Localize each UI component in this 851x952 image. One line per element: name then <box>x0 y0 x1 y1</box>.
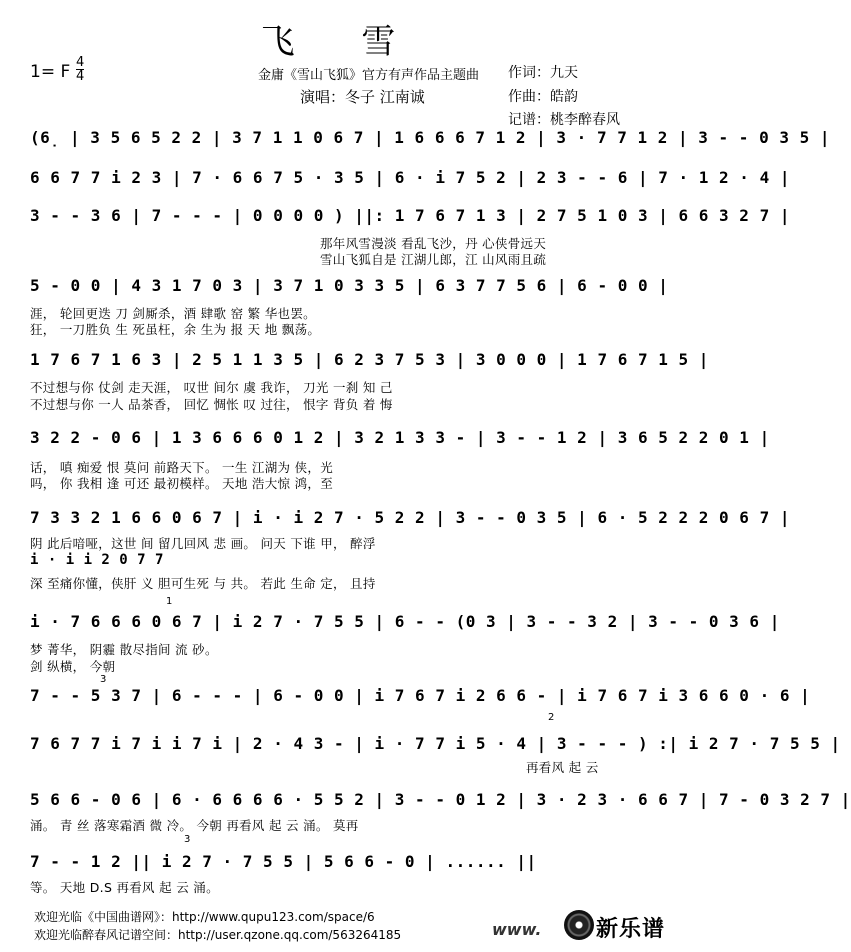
notes-line-6: 3 2 2 - 0 6 | 1 3 6 6 6 0 1 2 | 3 2 1 3 3 - | 3 - - 1 2 | 3 6 5 2 2 0 1 | <box>30 428 770 447</box>
triplet-mark: 3 <box>184 834 191 845</box>
lyric-line: 涌。 青 丝 落寒霜酒 微 冷。 今朝 再看风 起 云 涌。 莫再 <box>30 818 359 833</box>
notes-line-1: (6̣ | 3 5 6 5 2 2 | 3 7 1 1 0 6 7 | 1 6 6 6 7 1 2 | 3 · 7 7 1 2 | 3 - - 0 3 5 | <box>30 128 830 147</box>
meter-top: 4 <box>76 55 85 70</box>
time-signature <box>76 56 84 83</box>
record-disc-icon <box>564 910 594 940</box>
notes-alt-line: i · i i 2 0 7 7 <box>30 552 164 568</box>
notes-line-8: i · 7 6 6 6 0 6 7 | i 2 7 · 7 5 5 | 6 - - (0 3 | 3 - - 3 2 | 3 - - 0 3 6 | <box>30 612 780 631</box>
lyric-line: 等。 天地 D.S 再看风 起 云 涌。 <box>30 880 219 895</box>
site-mark: www. <box>492 920 542 939</box>
notes-line-5: 1 7 6 7 1 6 3 | 2 5 1 1 3 5 | 6 2 3 7 5 3 | 3 0 0 0 | 1 7 6 7 1 5 | <box>30 350 709 369</box>
lyric-line: 深 至痛你懂，侠肝 义 胆可生死 与 共。 若此 生命 定， 且持 <box>30 576 376 591</box>
key-signature: 1= F <box>30 62 71 82</box>
song-title: 飞 雪 <box>260 22 424 62</box>
notes-line-3: 3 - - 3 6 | 7 - - - | 0 0 0 0 ) ||: 1 7 6 7 1 3 | 2 7 5 1 0 3 | 6 6 3 2 7 | <box>30 206 790 225</box>
notes-line-2: 6 6 7 7 i 2 3 | 7 · 6 6 7 5 · 3 5 | 6 · i 7 5 2 | 2 3 - - 6 | 7 · 1 2 · 4 | <box>30 168 790 187</box>
lyric-line: 梦 菁华， 阴霾 散尽指间 流 砂。 <box>30 642 218 657</box>
lyricist: 作词：九天 <box>508 65 578 81</box>
meter-bottom: 4 <box>76 69 85 84</box>
notes-line-9: 7 - - 5 3 7 | 6 - - - | 6 - 0 0 | i 7 6 7 i 2 6 6 - | i 7 6 7 i 3 6 6 0 · 6 | <box>30 686 811 705</box>
lyric-line: 剑 纵横， 今朝 <box>30 659 116 674</box>
composer: 作曲：皓韵 <box>508 89 578 105</box>
volta-1-mark: 1 <box>166 596 173 607</box>
footer-link-qzone[interactable]: 欢迎光临醉春风记谱空间：http://user.qzone.qq.com/563264185 <box>34 928 402 942</box>
lyric-line: 吗， 你 我相 逢 可还 最初模样。 天地 浩大惊 鸿，至 <box>30 476 333 491</box>
lyric-line: 不过想与你 仗剑 走天涯， 叹世 间尔 虞 我诈， 刀光 一刹 知 己 <box>30 380 393 395</box>
lyric-line: 话， 嗔 痴爱 恨 莫问 前路天下。 一生 江湖为 侠，光 <box>30 460 333 475</box>
transcriber: 记谱：桃李醉春风 <box>508 112 620 128</box>
notes-line-10: 7 6 7 7 i 7 i i 7 i | 2 · 4 3 - | i · 7 7 i 5 · 4 | 3 - - - ) :| i 2 7 · 7 5 5 | <box>30 734 841 753</box>
footer-link-qupu[interactable]: 欢迎光临《中国曲谱网》：http://www.qupu123.com/space/6 <box>34 910 375 924</box>
notes-line-4: 5 - 0 0 | 4 3 1 7 0 3 | 3 7 1 0 3 3 5 | 6 3 7 7 5 6 | 6 - 0 0 | <box>30 276 669 295</box>
notes-line-12: 7 - - 1 2 || i 2 7 · 7 5 5 | 5 6 6 - 0 | ...... || <box>30 852 537 871</box>
lyric-line: 不过想与你 一人 品茶香， 回忆 惆怅 叹 过往， 恨字 背负 着 悔 <box>30 397 393 412</box>
subtitle: 金庸《雪山飞狐》官方有声作品主题曲 <box>258 68 480 83</box>
brand-logo <box>556 906 676 944</box>
lyric-line: 阴 此后喑哑，这世 间 留几回风 悲 画。 问天 下谁 甲， 醉浮 <box>30 536 376 551</box>
lyric-line: 雪山飞狐自是 江湖儿郎，江 山风雨且疏 <box>320 252 547 267</box>
lyric-line: 再看风 起 云 <box>526 760 599 775</box>
lyric-line: 狂， 一刀胜负 生 死虽枉，余 生为 报 天 地 飘荡。 <box>30 322 321 337</box>
lyric-line: 涯， 轮回更迭 刀 剑厮杀，酒 肆歌 窑 繁 华也罢。 <box>30 306 316 321</box>
repeat-2-mark: 2 <box>548 712 555 723</box>
singers: 演唱：冬子 江南诚 <box>300 88 425 106</box>
brand-text: 新乐谱 <box>596 917 666 942</box>
notes-line-7: 7 3 3 2 1 6 6 0 6 7 | i · i 2 7 · 5 2 2 | 3 - - 0 3 5 | 6 · 5 2 2 2 0 6 7 | <box>30 508 790 527</box>
triplet-mark: 3 <box>100 674 107 685</box>
lyric-line: 那年风雪漫淡 看乱飞沙，丹 心侠骨远天 <box>320 236 547 251</box>
notes-line-11: 5 6 6 - 0 6 | 6 · 6 6 6 6 · 5 5 2 | 3 - - 0 1 2 | 3 · 2 3 · 6 6 7 | 7 - 0 3 2 7 | <box>30 790 851 809</box>
